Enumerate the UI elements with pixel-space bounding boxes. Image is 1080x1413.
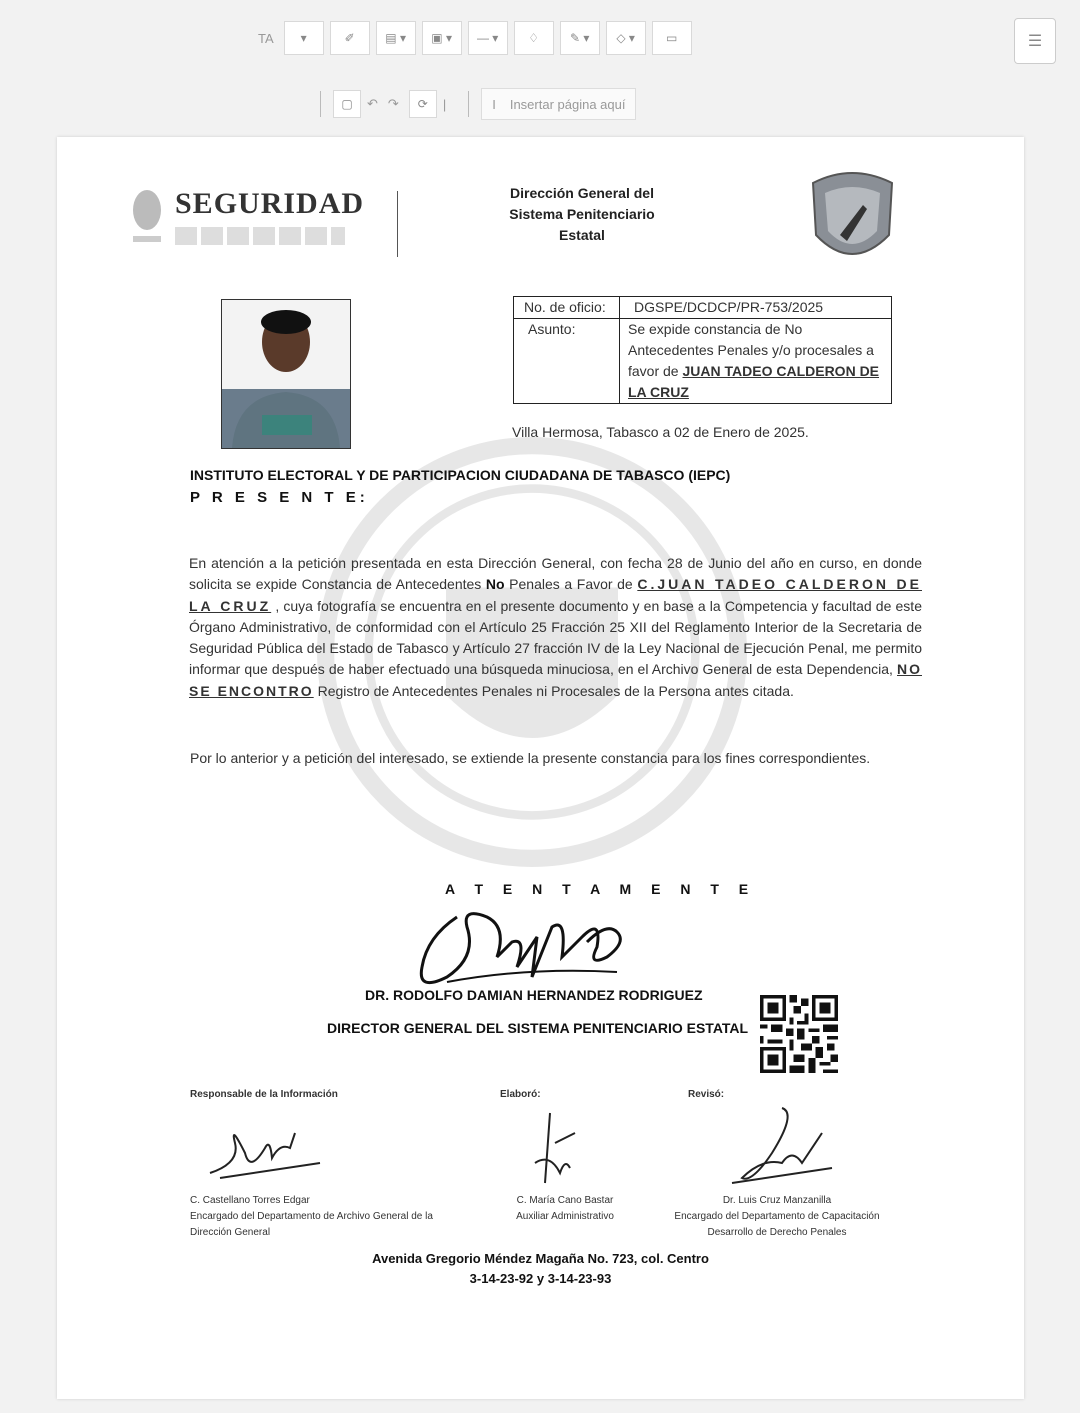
signer-2-signature-icon: [515, 1103, 615, 1193]
mexico-emblem-icon: [127, 182, 167, 248]
body-part-1: En atención a la petición presentada en esta Dirección General, con fecha 28 de Junio del año en curso, en donde solicita se expide Constancia de Antecedentes: [189, 555, 922, 593]
director-title: DIRECTOR GENERAL DEL SISTEMA PENITENCIARIO ESTATAL: [327, 1020, 749, 1036]
layout-icon[interactable]: ▤ ▾: [376, 21, 416, 55]
closing-paragraph: Por lo anterior y a petición del interesado, se extiende la presente constancia para los fines correspondientes.: [190, 750, 871, 766]
oficio-value: DGSPE/DCDCP/PR-753/2025: [634, 299, 824, 315]
cursor-icon: I: [492, 96, 496, 112]
body-no: No: [485, 576, 505, 593]
qr-code-icon: [760, 995, 838, 1073]
pen-icon[interactable]: ✎ ▾: [560, 21, 600, 55]
footer-phones: 3-14-23-92 y 3-14-23-93: [469, 1271, 612, 1286]
line-style-icon[interactable]: — ▾: [468, 21, 508, 55]
side-panel-icon[interactable]: ☰: [1014, 18, 1056, 64]
eraser-icon[interactable]: ✐: [330, 21, 370, 55]
undo-icon[interactable]: ↶: [367, 96, 378, 111]
page-icon[interactable]: ▢: [333, 90, 361, 118]
signer-2-name: C. María Cano Bastar: [516, 1195, 614, 1206]
highlight-icon[interactable]: ♢: [514, 21, 554, 55]
asunto-name: JUAN TADEO CALDERON DE LA CRUZ: [628, 363, 880, 400]
oficio-row: [514, 297, 891, 318]
asunto-value: [620, 319, 891, 403]
place-date: Villa Hermosa, Tabasco a 02 de Enero de 2025.: [512, 424, 809, 440]
footer-address: Avenida Gregorio Méndez Magaña No. 723, col. Centro: [372, 1251, 709, 1266]
directorate-title: [487, 183, 677, 246]
signer-1: [190, 1087, 465, 1241]
directorate-line-2: Sistema Penitenciario: [509, 206, 655, 222]
text-tool-button[interactable]: TA: [258, 30, 274, 46]
recipient: INSTITUTO ELECTORAL Y DE PARTICIPACION CIUDADANA DE TABASCO (IEPC): [190, 467, 731, 483]
document-page: [57, 137, 1024, 1399]
oficio-table: [513, 296, 892, 404]
divider: [320, 91, 321, 117]
divider-glyph: |: [442, 96, 447, 112]
rotate-icon[interactable]: ⟳: [409, 90, 437, 118]
body-part-3: , cuya fotografía se encuentra en el presente documento y en base a la Competencia y facultad de este Órgano Administrativo, de conformidad con el Artículo 25 Fracción 25 XII del Reglamento Interior de la Secretaria de Seguridad Pública del Estado de Tabasco y Artículo 27 fracción IV de la Ley Nacional de Ejecución Penal, me permito informar que después de haber efectuado una búsqueda minuciosa, en el Archivo General de esta Dependencia,: [189, 597, 922, 678]
signer-2-role: Auxiliar Administrativo: [516, 1211, 614, 1222]
police-badge-icon: [805, 165, 900, 273]
body-part-2: Penales a Favor de: [504, 576, 638, 593]
atentamente: A T E N T A M E N T E: [445, 881, 757, 897]
directorate-line-3: Estatal: [559, 227, 605, 243]
secondary-toolbar: [320, 88, 636, 120]
toolbar: [258, 21, 698, 55]
signer-3-head: Revisó:: [688, 1089, 725, 1100]
director-name: DR. RODOLFO DAMIAN HERNANDEZ RODRIGUEZ: [365, 987, 703, 1003]
seguridad-logo-text: SEGURIDAD: [175, 187, 365, 220]
asunto-row: [514, 318, 891, 403]
divider: [468, 91, 469, 117]
oficio-label: No. de oficio:: [514, 297, 620, 318]
image-icon[interactable]: ▣ ▾: [422, 21, 462, 55]
dropdown-icon[interactable]: ▾: [284, 21, 324, 55]
logo-divider: [397, 191, 398, 257]
signer-3-name: Dr. Luis Cruz Manzanilla: [722, 1195, 832, 1206]
directorate-line-1: Dirección General del: [510, 185, 654, 201]
redo-icon[interactable]: ↷: [387, 96, 399, 111]
signer-1-role: Encargado del Departamento de Archivo General de la Dirección General: [190, 1211, 433, 1238]
logo-subtitle: [175, 227, 345, 245]
asunto-text: Se expide constancia de No Antecedentes Penales y/o procesales a favor de: [628, 321, 874, 379]
signer-1-name: C. Castellano Torres Edgar: [190, 1195, 310, 1206]
body-paragraph: [189, 553, 922, 702]
signer-1-head: Responsable de la Información: [190, 1089, 338, 1100]
body-name: C.JUAN TADEO CALDERON DE LA CRUZ: [189, 576, 922, 614]
asunto-label: Asunto:: [514, 319, 620, 403]
signer-3: [652, 1087, 902, 1241]
insert-page-button[interactable]: [481, 88, 636, 120]
signer-3-signature-icon: [712, 1103, 842, 1193]
signer-3-role: Encargado del Departamento de Capacitación Desarrollo de Derecho Penales: [674, 1211, 880, 1238]
applicant-photo: [221, 299, 351, 449]
director-signature-icon: [417, 897, 637, 997]
signer-1-signature-icon: [200, 1103, 330, 1193]
body-part-4: Registro de Antecedentes Penales ni Procesales de la Persona antes citada.: [313, 682, 794, 699]
person-photo-icon: [222, 300, 350, 448]
signer-2-head: Elaboró:: [500, 1089, 541, 1100]
signer-2: [500, 1087, 630, 1225]
presente: P R E S E N T E:: [190, 489, 369, 506]
body-no-encontro: NO SE ENCONTRO: [189, 661, 922, 699]
insert-page-label: Insertar página aquí: [509, 96, 626, 112]
view-icon[interactable]: ▭: [652, 21, 692, 55]
shapes-icon[interactable]: ◇ ▾: [606, 21, 646, 55]
